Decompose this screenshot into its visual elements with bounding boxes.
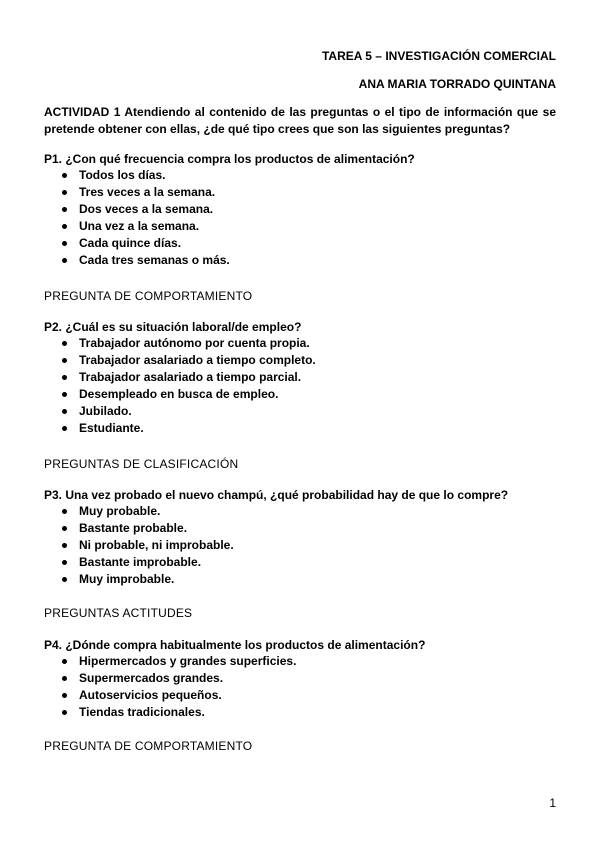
list-item: Tiendas tradicionales. — [60, 704, 296, 721]
list-item: Una vez a la semana. — [60, 218, 230, 235]
list-item: Trabajador asalariado a tiempo completo. — [60, 352, 316, 369]
category-p4: PREGUNTA DE COMPORTAMIENTO — [44, 739, 253, 753]
bullet-icon — [62, 258, 67, 263]
list-item: Muy probable. — [60, 503, 234, 520]
bullet-icon — [62, 426, 67, 431]
bullet-icon — [62, 341, 67, 346]
bullet-icon — [62, 173, 67, 178]
bullet-icon — [62, 509, 67, 514]
list-item: Tres veces a la semana. — [60, 184, 230, 201]
bullet-icon — [62, 710, 67, 715]
document-title: TAREA 5 – INVESTIGACIÓN COMERCIAL — [321, 49, 556, 63]
bullet-icon — [62, 409, 67, 414]
bullet-icon — [62, 560, 67, 565]
bullet-icon — [62, 207, 67, 212]
question-p4: P4. ¿Dónde compra habitualmente los productos de alimentación? — [44, 638, 426, 652]
bullet-icon — [62, 526, 67, 531]
question-p2: P2. ¿Cuál es su situación laboral/de empleo? — [44, 320, 302, 334]
bullet-icon — [62, 358, 67, 363]
bullet-icon — [62, 543, 67, 548]
list-item: Ni probable, ni improbable. — [60, 537, 234, 554]
activity-intro: ACTIVIDAD 1 Atendiendo al contenido de las preguntas o el tipo de información que se pretende obtener con ellas, ¿de qué tipo crees que son las siguientes preguntas? — [44, 105, 556, 136]
list-item: Todos los días. — [60, 167, 230, 184]
list-item: Bastante improbable. — [60, 554, 234, 571]
question-p3: P3. Una vez probado el nuevo champú, ¿qué probabilidad hay de que lo compre? — [44, 488, 509, 502]
list-item: Hipermercados y grandes superficies. — [60, 653, 296, 670]
page-number: 1 — [549, 796, 556, 810]
list-item: Estudiante. — [60, 420, 316, 437]
bullet-icon — [62, 241, 67, 246]
bullet-icon — [62, 659, 67, 664]
bullet-icon — [62, 577, 67, 582]
list-item: Dos veces a la semana. — [60, 201, 230, 218]
list-item: Supermercados grandes. — [60, 670, 296, 687]
list-item: Muy improbable. — [60, 571, 234, 588]
list-item: Jubilado. — [60, 403, 316, 420]
list-item: Cada quince días. — [60, 235, 230, 252]
list-item: Cada tres semanas o más. — [60, 252, 230, 269]
bullet-icon — [62, 224, 67, 229]
options-p3 — [60, 503, 234, 588]
category-p3: PREGUNTAS ACTITUDES — [44, 606, 193, 620]
bullet-icon — [62, 676, 67, 681]
list-item: Trabajador asalariado a tiempo parcial. — [60, 369, 316, 386]
options-p2 — [60, 335, 316, 437]
list-item: Trabajador autónomo por cuenta propia. — [60, 335, 316, 352]
author-name: ANA MARIA TORRADO QUINTANA — [358, 77, 556, 91]
list-item: Desempleado en busca de empleo. — [60, 386, 316, 403]
bullet-icon — [62, 190, 67, 195]
list-item: Autoservicios pequeños. — [60, 687, 296, 704]
bullet-icon — [62, 392, 67, 397]
list-item: Bastante probable. — [60, 520, 234, 537]
bullet-icon — [62, 693, 67, 698]
category-p2: PREGUNTAS DE CLASIFICACIÓN — [44, 457, 239, 471]
options-p4 — [60, 653, 296, 721]
question-p1: P1. ¿Con qué frecuencia compra los productos de alimentación? — [44, 152, 415, 166]
category-p1: PREGUNTA DE COMPORTAMIENTO — [44, 289, 253, 303]
options-p1 — [60, 167, 230, 269]
bullet-icon — [62, 375, 67, 380]
